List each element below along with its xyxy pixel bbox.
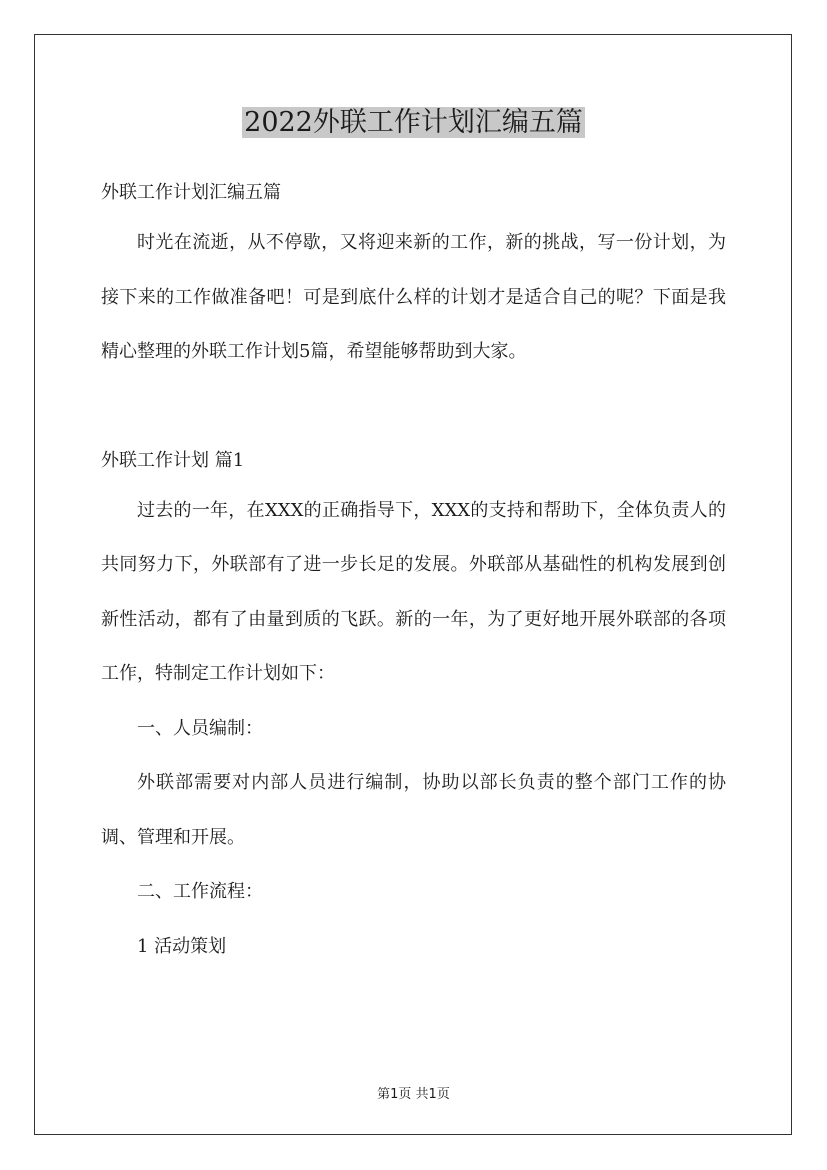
intro-paragraph: 时光在流逝，从不停歇，又将迎来新的工作，新的挑战，写一份计划，为接下来的工作做准备吧！可是到底什么样的计划才是适合自己的呢？下面是我精心整理的外联工作计划5篇，希望能够帮助到大家。 (101, 232, 726, 362)
section1-paragraph: 过去的一年，在XXX的正确指导下，XXX的支持和帮助下，全体负责人的共同努力下，外联部有了进一步长足的发展。外联部从基础性的机构发展到创新性活动，都有了由量到质的飞跃。新的一年，为了更好地开展外联部的各项工作，特制定工作计划如下： (101, 499, 726, 684)
section-heading: 外联工作计划 篇1 (101, 449, 245, 471)
page-footer: 第1页 共1页 (377, 1087, 450, 1102)
item1-paragraph: 外联部需要对内部人员进行编制，协助以部长负责的整个部门工作的协调、管理和开展。 (101, 772, 726, 848)
document-title-text: 2022外联工作计划汇编五篇 (244, 107, 583, 138)
document-subtitle: 外联工作计划汇编五篇 (101, 182, 281, 203)
document-body (101, 170, 726, 974)
sub-item-heading: 1 活动策划 (137, 935, 227, 957)
item-heading-1: 一、人员编制： (137, 717, 263, 739)
section-spacer (101, 380, 726, 438)
item-heading-2: 二、工作流程： (137, 881, 263, 902)
document-title (0, 103, 827, 143)
